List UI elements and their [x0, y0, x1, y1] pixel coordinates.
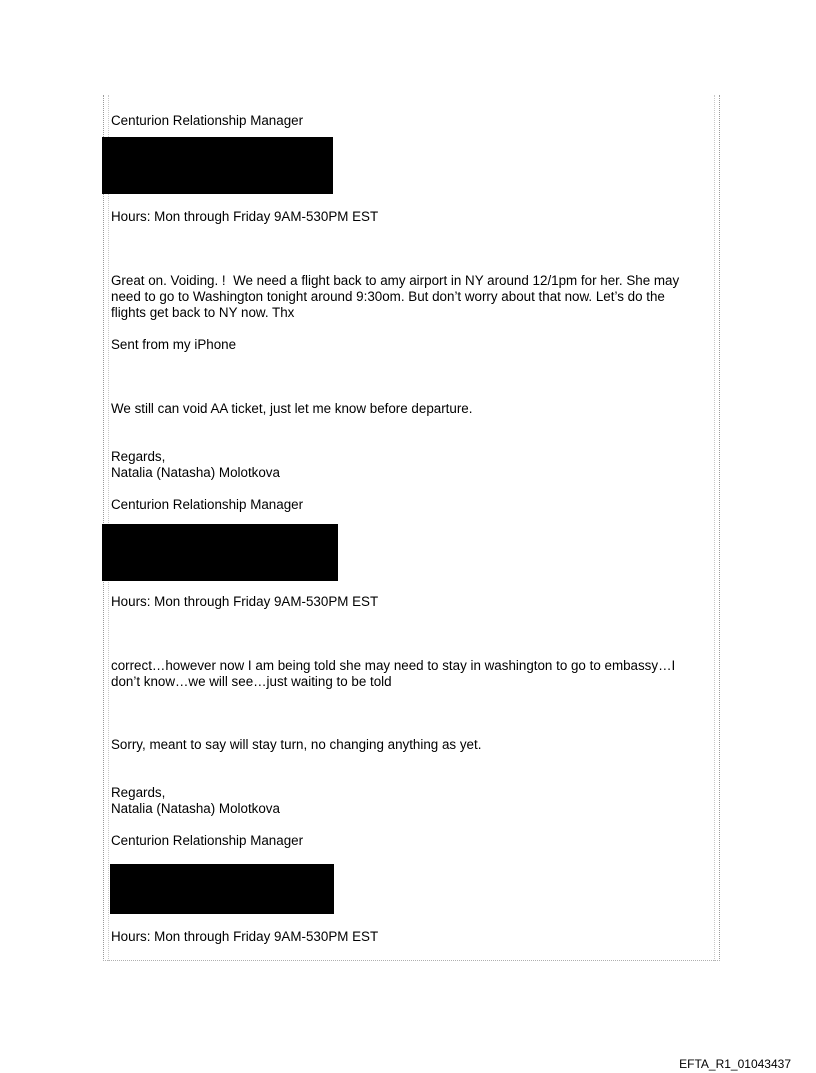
message-line: correct…however now I am being told she may need to stay in washington to go to embassy…I [111, 658, 676, 673]
message-line: Great on. Voiding. ! We need a flight back to amy airport in NY around 12/1pm for her. She may [111, 273, 680, 288]
frame-bottom-border [103, 959, 720, 961]
message-line: need to go to Washington tonight around 9:30om. But don’t worry about that now. Let’s do the [111, 289, 665, 304]
frame-right-border [714, 95, 720, 961]
regards-text: Regards, [111, 785, 166, 800]
document-id: EFTA_R1_01043437 [679, 1057, 791, 1071]
signature-title: Centurion Relationship Manager [111, 497, 304, 512]
message-body: Sorry, meant to say will stay turn, no changing anything as yet. [111, 737, 482, 752]
redaction-box [102, 524, 338, 581]
sender-name: Natalia (Natasha) Molotkova [111, 801, 280, 816]
redaction-box [102, 137, 333, 194]
message-line: don’t know…we will see…just waiting to be told [111, 674, 392, 689]
signature-hours: Hours: Mon through Friday 9AM-530PM EST [111, 209, 379, 224]
sender-name: Natalia (Natasha) Molotkova [111, 465, 280, 480]
signature-title: Centurion Relationship Manager [111, 113, 304, 128]
redaction-box [110, 864, 334, 914]
message-body: We still can void AA ticket, just let me know before departure. [111, 401, 473, 416]
signature-hours: Hours: Mon through Friday 9AM-530PM EST [111, 594, 379, 609]
regards-text: Regards, [111, 449, 166, 464]
sent-from-signature: Sent from my iPhone [111, 337, 237, 352]
message-line: flights get back to NY now. Thx [111, 305, 295, 320]
signature-hours: Hours: Mon through Friday 9AM-530PM EST [111, 929, 379, 944]
signature-title: Centurion Relationship Manager [111, 833, 304, 848]
